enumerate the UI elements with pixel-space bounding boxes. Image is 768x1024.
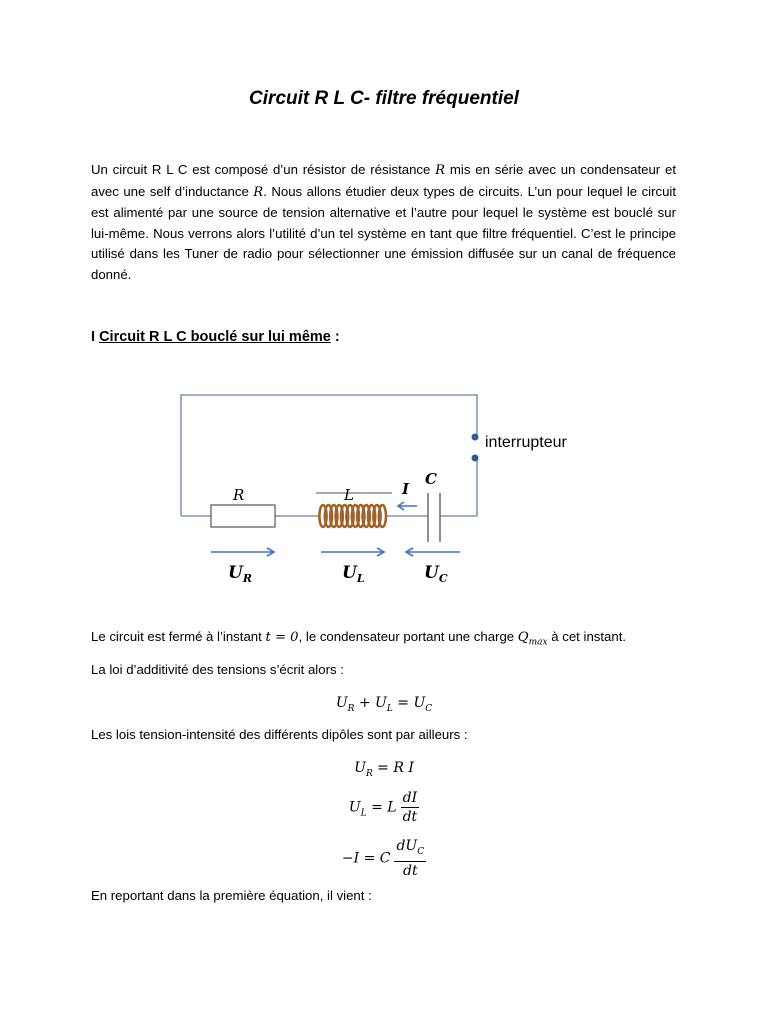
voltage-arrow-ul — [321, 548, 384, 556]
section-suffix: : — [330, 329, 340, 345]
intro-text-1: Un circuit R L C est composé d’un résistor de résistance — [91, 162, 436, 177]
switch-contact-top — [472, 434, 479, 441]
additivity-paragraph: La loi d’additivité des tensions s’écrit alors : — [91, 662, 344, 677]
resistance-symbol: R — [435, 163, 446, 178]
voltage-arrow-ur — [211, 548, 274, 556]
current-label: I — [402, 480, 410, 498]
voltage-label-uc: $U_C$ — [424, 563, 448, 585]
substitution-paragraph: En reportant dans la première équation, il vient : — [91, 888, 372, 903]
inductance-symbol: R — [253, 184, 264, 200]
intro-paragraph — [91, 160, 676, 286]
dipole-laws-paragraph: Les lois tension-intensité des différents dipôles sont par ailleurs : — [91, 727, 468, 742]
intro-text-3: . Nous allons étudier deux types de circuits. L’un pour lequel le circuit est alimenté par une source de tension alternative et l’autre pour lequel le système est bouclé sur lui-même. Nous verrons alors l’utilité d’un tel système en tant que filtre fréquentiel. C’est le principe utilisé dans les Tuner de radio pour sélectionner une émission diffusée sur un canal de fréquence donné. — [91, 183, 677, 282]
voltage-label-ur: $U_R$ — [228, 563, 252, 585]
switch-label: interrupteur — [485, 434, 567, 451]
resistor-label: R — [233, 486, 245, 504]
voltage-label-ul: $U_L$ — [342, 563, 365, 585]
intro-text-2: mis en série avec un condensateur et avec une self d’inductance — [91, 162, 676, 199]
circuit-wire-top — [181, 395, 477, 516]
section-title: Circuit R L C bouclé sur lui même — [99, 329, 331, 345]
document-title: Circuit R L C- filtre fréquentiel — [249, 88, 519, 109]
inductor-label: L — [344, 486, 354, 504]
inductor-coil — [319, 505, 386, 527]
resistor-law-equation: $U_R = R$ I — [354, 760, 414, 779]
capacitor-label: C — [425, 470, 437, 488]
section-number: I — [91, 329, 100, 345]
current-arrow — [398, 502, 417, 510]
section-heading — [91, 329, 340, 345]
closing-instant-paragraph: Le circuit est fermé à l’instant t = 0, le condensateur portant une charge $Q_{max}$ à cet instant. — [91, 629, 627, 648]
rlc-circuit-diagram — [170, 380, 610, 600]
capacitor-law-equation: −I = C $\frac{dU_C}{dt}$ — [341, 838, 425, 879]
time-equation: t = 0 — [265, 630, 299, 645]
inductor-law-equation: $U_L = L$ $\frac{dI}{dt}$ — [348, 790, 418, 825]
voltage-sum-equation: $U_R + U_L = U_C$ — [335, 695, 433, 714]
coil-turn — [379, 505, 386, 527]
charge-symbol: $Q_{max}$ — [517, 630, 548, 648]
voltage-arrow-uc — [406, 548, 460, 556]
switch-contact-bottom — [472, 455, 479, 462]
resistor-symbol — [211, 505, 275, 527]
